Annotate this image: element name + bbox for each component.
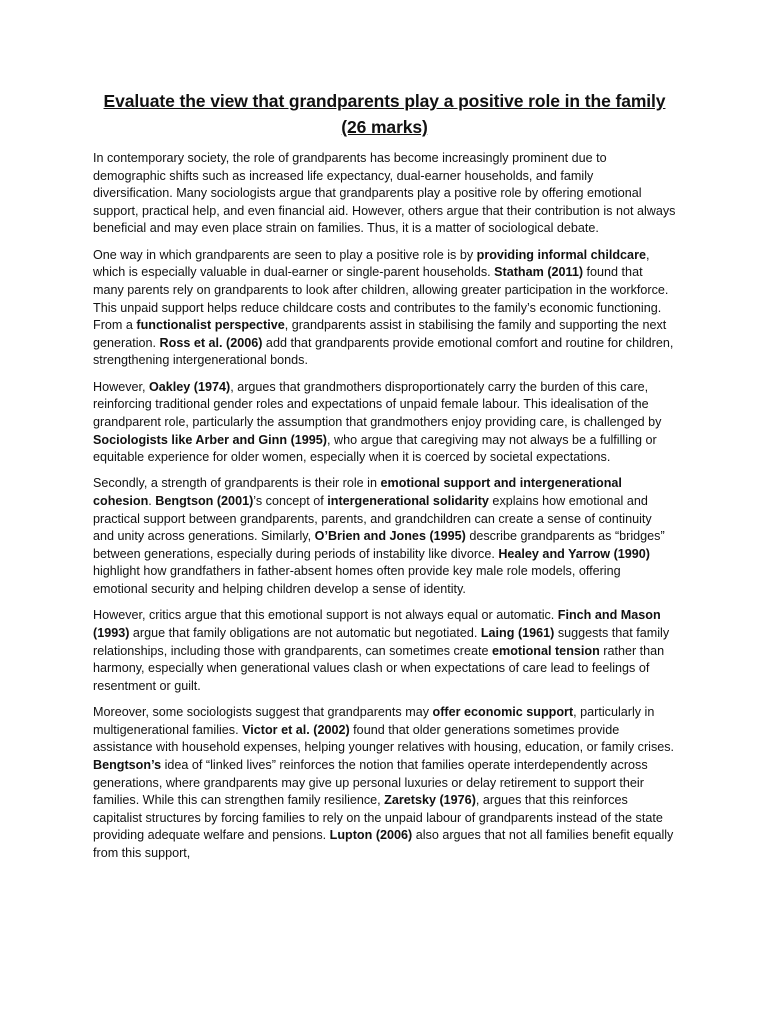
text-run: However, bbox=[93, 379, 149, 394]
text-run: , particularly in multigenerational families. bbox=[93, 705, 655, 737]
text-run: ’s concept of bbox=[253, 494, 328, 509]
bold-text-run: Bengtson’s bbox=[93, 757, 162, 772]
bold-text-run: Victor et al. (2002) bbox=[242, 722, 350, 737]
body-paragraph bbox=[93, 475, 676, 598]
text-run: idea of “linked lives” reinforces the notion that families operate interdependently across generations, where grandparents may give up personal luxuries or delay retirement to support their families. While this can strengthen family resilience, bbox=[93, 757, 648, 808]
bold-text-run: Bengtson (2001) bbox=[155, 494, 254, 509]
text-run: describe grandparents as “bridges” between generations, especially during periods of instability like divorce. bbox=[93, 529, 665, 561]
bold-text-run: O’Brien and Jones (1995) bbox=[314, 529, 466, 544]
text-run: highlight how grandfathers in father-absent homes often provide key male role models, offering emotional security and helping children develop a sense of identity. bbox=[93, 564, 621, 597]
text-run: Moreover, some sociologists suggest that grandparents may bbox=[93, 705, 433, 720]
text-run: suggests that family relationships, including those with grandparents, can sometimes create bbox=[93, 626, 670, 658]
text-run: found that older generations sometimes provide assistance with household expenses, helping younger relatives with housing, education, or family crises. bbox=[93, 722, 675, 755]
bold-text-run: Laing (1961) bbox=[480, 626, 555, 641]
text-run: One way in which grandparents are seen to play a positive role is by bbox=[93, 247, 477, 262]
text-run: add that grandparents provide emotional comfort and routine for children, strengthening intergenerational bonds. bbox=[93, 335, 674, 368]
text-run: , who argue that caregiving may not always be a fulfilling or equitable experience for older women, especially when it is coerced by societal expectations. bbox=[93, 432, 657, 465]
body-paragraph bbox=[93, 379, 676, 467]
bold-text-run: emotional tension bbox=[492, 643, 600, 658]
bold-text-run: functionalist perspective bbox=[136, 318, 285, 333]
bold-text-run: Zaretsky (1976) bbox=[384, 793, 476, 808]
body-paragraph bbox=[93, 247, 676, 370]
text-run: , grandparents assist in stabilising the family and supporting the next generation. bbox=[93, 318, 667, 350]
text-run: explains how emotional and practical support between grandparents, parents, and grandchildren can create a sense of continuity and unity across generations. Similarly, bbox=[93, 494, 652, 544]
text-run: found that many parents rely on grandparents to look after children, allowing greater participation in the workforce. This unpaid support helps reduce childcare costs and contributes to the family’s economic functioning. From a bbox=[93, 265, 669, 333]
bold-text-run: Oakley (1974) bbox=[149, 379, 231, 394]
text-run: In contemporary society, the role of grandparents has become increasingly prominent due to demographic shifts such as increased life expectancy, dual-earner households, and family diversification. Many sociologists argue that grandparents play a positive role by offering emotional support, practical help, and even financial aid. However, others argue that their contribution is not always beneficial and may even place strain on families. Thus, it is a matter of sociological debate. bbox=[93, 151, 676, 236]
bold-text-run: emotional support and intergenerational cohesion bbox=[93, 476, 622, 509]
text-run: rather than harmony, especially when generational values clash or when expectations of care lead to feelings of resentment or guilt. bbox=[93, 643, 665, 693]
body-paragraph bbox=[93, 704, 676, 862]
bold-text-run: Healey and Yarrow (1990) bbox=[498, 546, 650, 561]
text-run: also argues that not all families benefit equally from this support, bbox=[93, 828, 674, 860]
bold-text-run: Finch and Mason (1993) bbox=[93, 608, 661, 641]
body-paragraph bbox=[93, 150, 676, 238]
text-run: argue that family obligations are not automatic but negotiated. bbox=[129, 626, 481, 641]
text-run: . bbox=[148, 494, 156, 509]
bold-text-run: offer economic support bbox=[432, 705, 574, 720]
text-run: , argues that this reinforces capitalist structures by forcing families to rely on the unpaid labour of grandparents instead of the state providing adequate welfare and pensions. bbox=[93, 793, 663, 843]
bold-text-run: intergenerational solidarity bbox=[327, 494, 489, 509]
bold-text-run: Sociologists like Arber and Ginn (1995) bbox=[93, 432, 327, 447]
bold-text-run: Ross et al. (2006) bbox=[159, 335, 263, 350]
document-title: Evaluate the view that grandparents play a positive role in the family (26 marks) bbox=[103, 91, 666, 137]
body-paragraph bbox=[93, 607, 676, 695]
bold-text-run: providing informal childcare bbox=[476, 247, 646, 262]
text-run: Secondly, a strength of grandparents is their role in bbox=[93, 476, 381, 491]
bold-text-run: Lupton (2006) bbox=[329, 828, 413, 843]
text-run: However, critics argue that this emotional support is not always equal or automatic. bbox=[93, 608, 558, 623]
text-run: , which is especially valuable in dual-earner or single-parent households. bbox=[93, 247, 650, 280]
bold-text-run: Statham (2011) bbox=[494, 265, 584, 280]
text-run: , argues that grandmothers disproportionately carry the burden of this care, reinforcing traditional gender roles and expectations of unpaid female labour. This idealisation of the grandparent role, particularly the assumption that grandmothers enjoy providing care, is challenged by bbox=[93, 379, 662, 429]
document-body bbox=[93, 150, 676, 863]
